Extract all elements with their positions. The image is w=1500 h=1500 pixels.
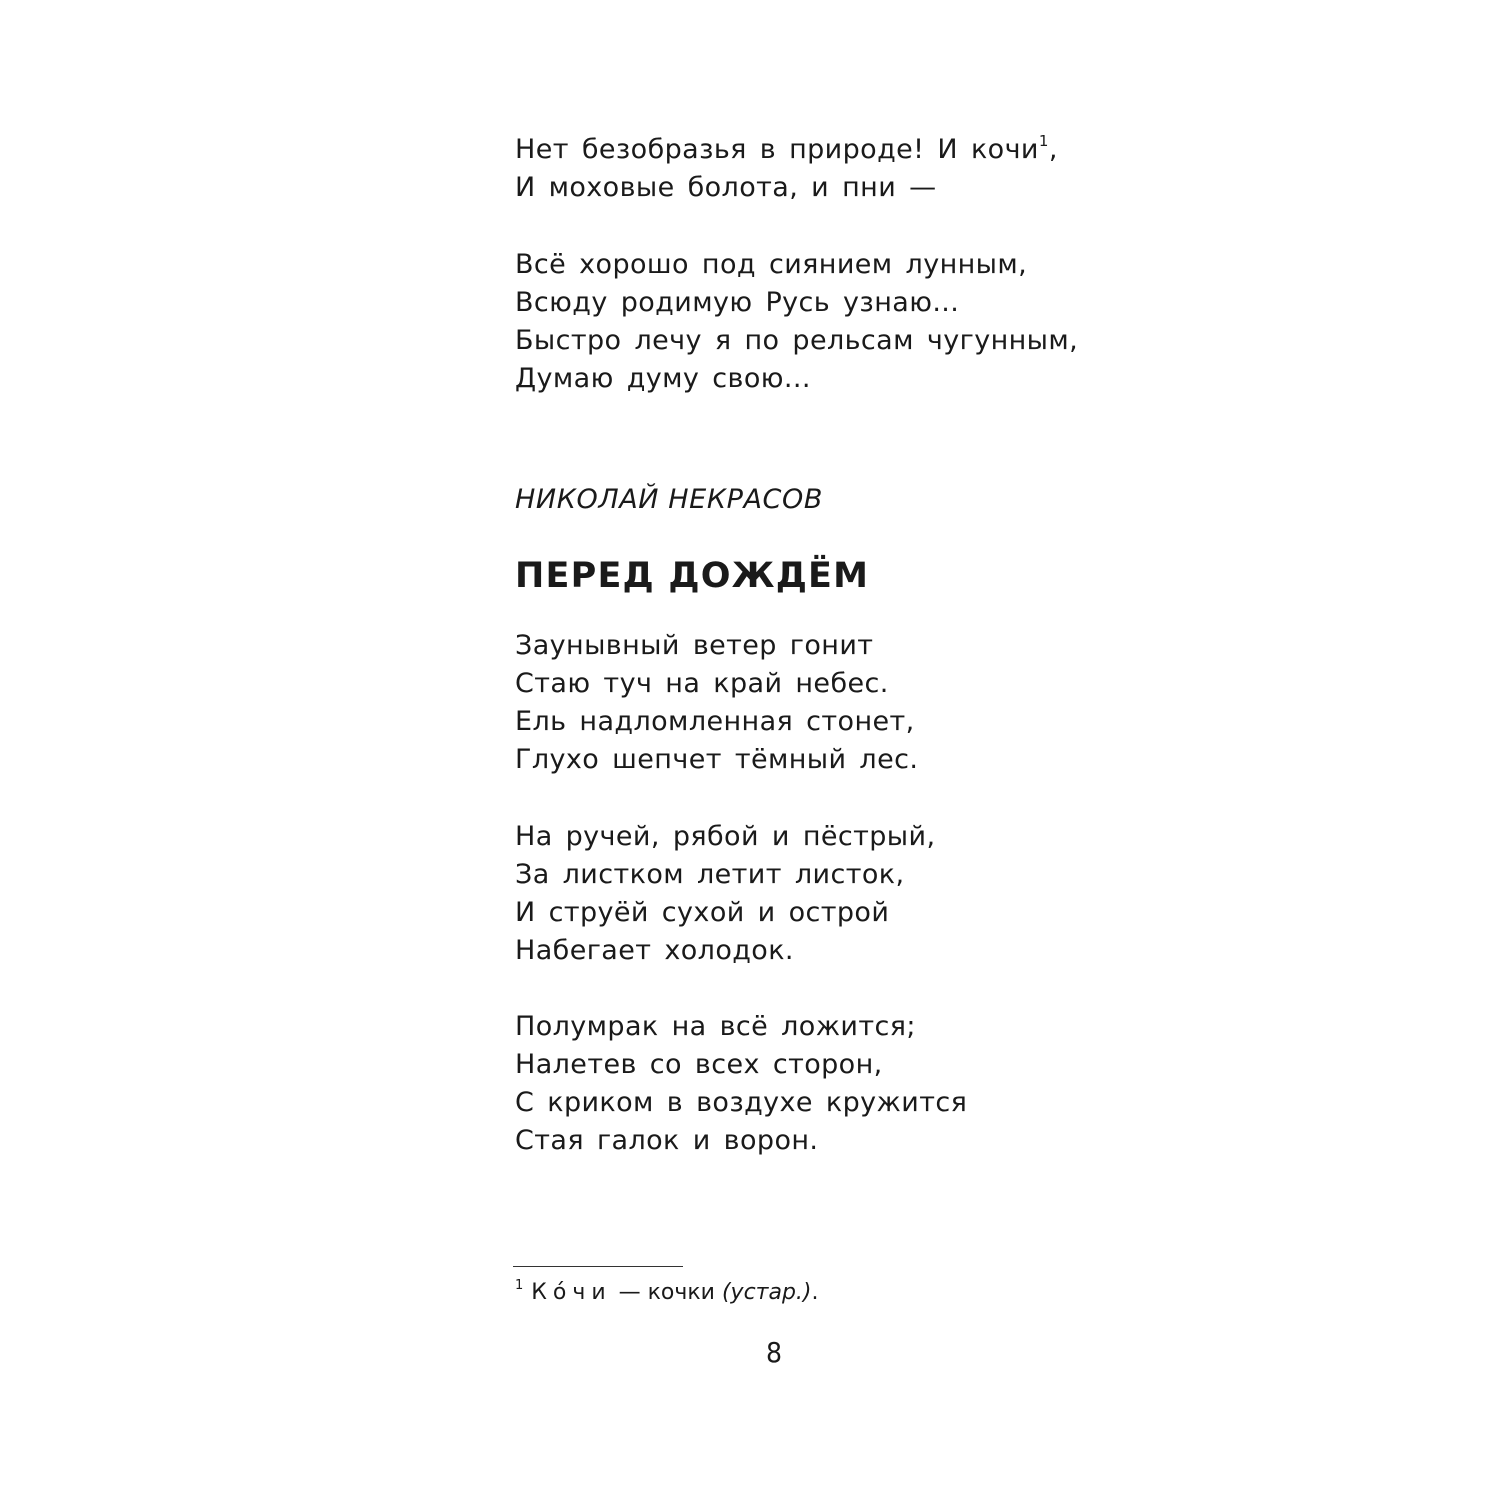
- poem-line: Быстро лечу я по рельсам чугунным,: [515, 325, 1079, 356]
- footnote: [515, 1280, 819, 1305]
- poem-line: Всюду родимую Русь узнаю...: [515, 287, 960, 318]
- poem-line: Всё хорошо под сиянием лунным,: [515, 249, 1028, 280]
- poem-stanza-3: [515, 1008, 967, 1160]
- poem-author: НИКОЛАЙ НЕКРАСОВ: [515, 484, 823, 515]
- poem-line: Заунывный ветер гонит: [515, 630, 874, 661]
- poem-line: Набегает холодок.: [515, 935, 794, 966]
- poem-line: Полумрак на всё ложится;: [515, 1011, 916, 1042]
- poem-line: Думаю думу свою...: [515, 363, 811, 394]
- footnote-number: 1: [515, 1278, 524, 1293]
- footnote-term: Ко́чи: [531, 1280, 612, 1305]
- poem-stanza-2: [515, 818, 935, 970]
- poem-line: С криком в воздухе кружится: [515, 1087, 968, 1118]
- footnote-end-punctuation: .: [811, 1280, 819, 1305]
- page-number: 8: [765, 1336, 783, 1369]
- poem-line: И моховые болота, и пни —: [515, 172, 937, 203]
- poem-line: Глухо шепчет тёмный лес.: [515, 744, 919, 775]
- poem-line: Ель надломленная стонет,: [515, 706, 915, 737]
- poem-line: Налетев со всех сторон,: [515, 1049, 883, 1080]
- poem-line: Стая галок и ворон.: [515, 1125, 819, 1156]
- poem-line-punctuation: ,: [1048, 134, 1058, 165]
- continuation-stanza-2: [515, 246, 1078, 398]
- continuation-stanza-1: [515, 131, 1058, 207]
- poem-line: И струёй сухой и острой: [515, 897, 890, 928]
- poem-line: Стаю туч на край небес.: [515, 668, 889, 699]
- poem-line-text: Нет безобразья в природе! И кочи: [515, 134, 1039, 165]
- footnote-reference-mark[interactable]: 1: [1038, 132, 1049, 150]
- poem-line: За листком летит листок,: [515, 859, 905, 890]
- footnote-usage-note: (устар.): [721, 1280, 812, 1305]
- footnote-divider: [513, 1266, 683, 1267]
- poem-line: [515, 131, 1058, 169]
- footnote-definition: — кочки: [611, 1280, 722, 1305]
- poem-stanza-1: [515, 627, 918, 779]
- poem-line: На ручей, рябой и пёстрый,: [515, 821, 936, 852]
- poem-title: ПЕРЕД ДОЖДЁМ: [515, 556, 870, 596]
